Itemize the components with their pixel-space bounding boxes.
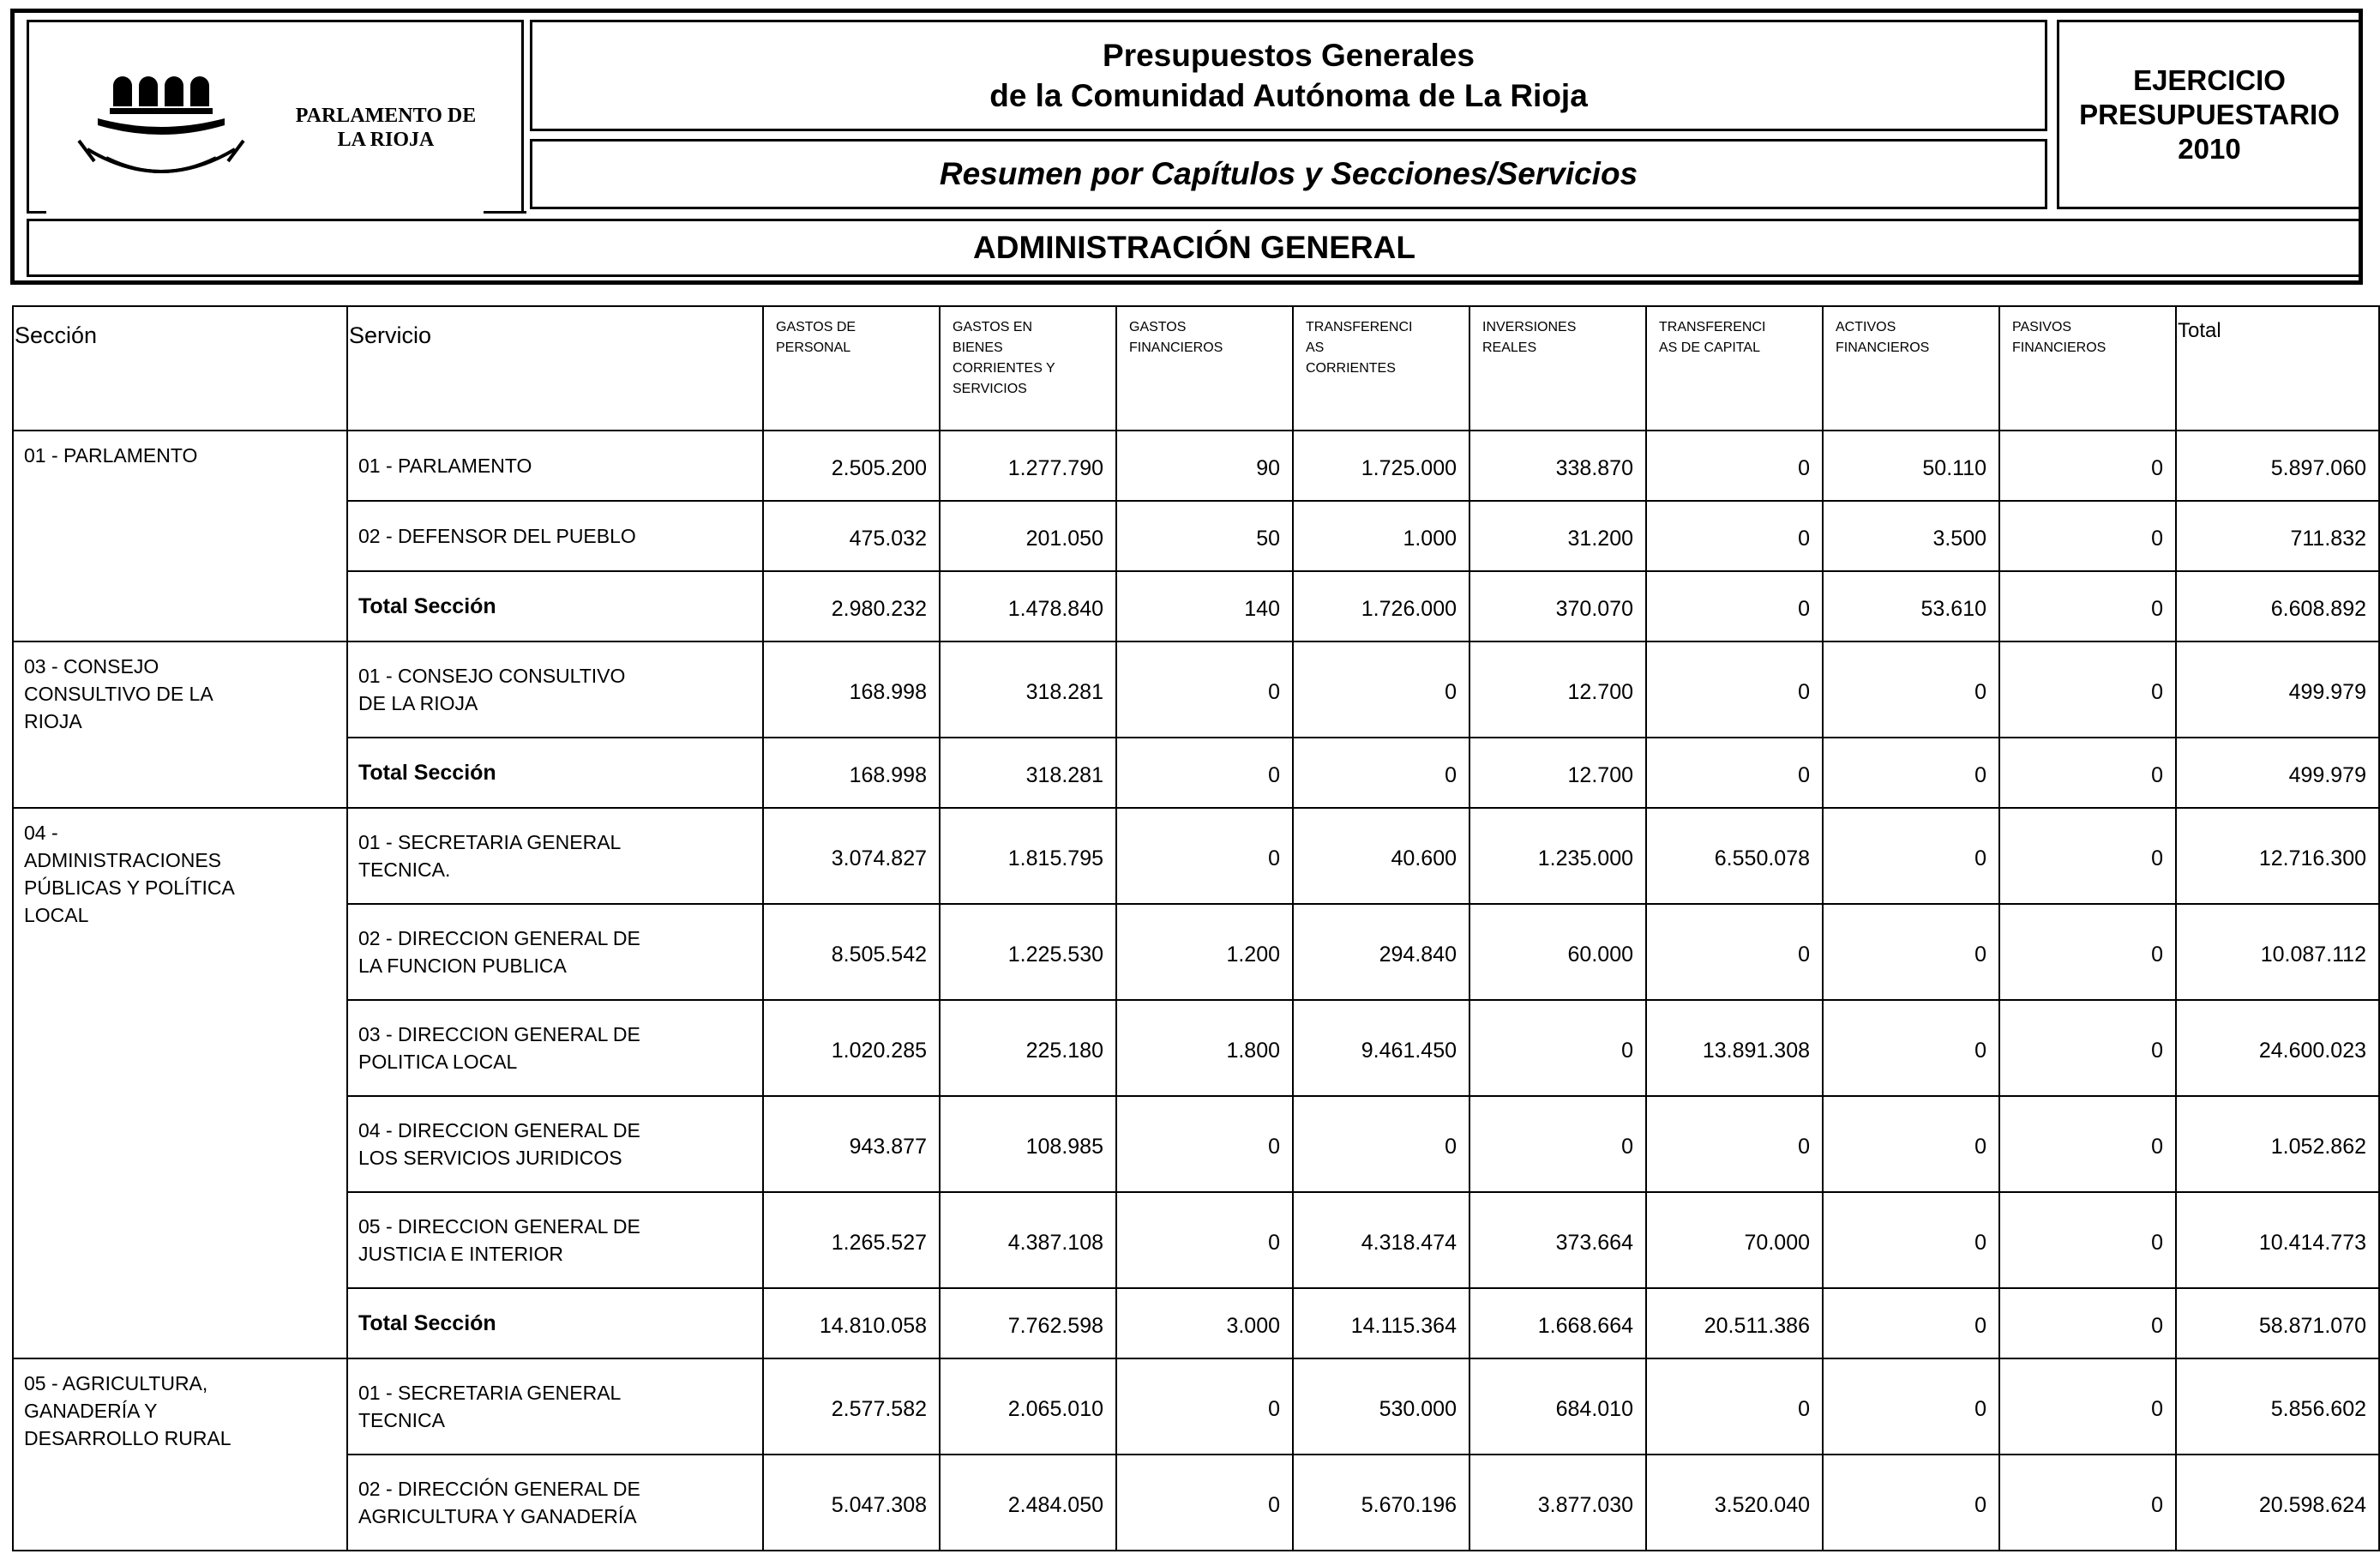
column-header-chapter-7: ACTIVOS FINANCIEROS [1823, 306, 1999, 431]
amount-cell: 2.577.582 [763, 1358, 940, 1455]
table-row [13, 1096, 2379, 1192]
table-row [13, 1000, 2379, 1096]
amount-cell: 2.980.232 [763, 571, 940, 641]
service-label: Total Sección [358, 761, 496, 785]
service-name [347, 501, 763, 571]
amount-cell: 6.550.078 [1646, 808, 1823, 904]
amount-cell: 943.877 [763, 1096, 940, 1192]
table-header-row [13, 306, 2379, 431]
amount-cell: 1.726.000 [1293, 571, 1469, 641]
section-total-label [347, 738, 763, 808]
amount-cell: 0 [1999, 1000, 2176, 1096]
row-total-cell: 499.979 [2176, 641, 2379, 738]
amount-cell: 0 [1999, 738, 2176, 808]
amount-cell: 0 [1646, 641, 1823, 738]
service-label: 01 - SECRETARIA GENERAL TECNICA. [358, 831, 622, 881]
service-name [347, 1455, 763, 1551]
report-subtitle: Resumen por Capítulos y Secciones/Servicios [530, 139, 2047, 209]
amount-cell: 168.998 [763, 738, 940, 808]
amount-cell: 475.032 [763, 501, 940, 571]
amount-cell: 0 [1469, 1000, 1646, 1096]
amount-cell: 318.281 [940, 641, 1116, 738]
title-line-2: de la Comunidad Autónoma de La Rioja [989, 78, 1588, 113]
amount-cell: 3.000 [1116, 1288, 1293, 1358]
amount-cell: 0 [1823, 1455, 1999, 1551]
amount-cell: 0 [1999, 904, 2176, 1000]
service-name [347, 1000, 763, 1096]
row-total-cell: 499.979 [2176, 738, 2379, 808]
amount-cell: 0 [1823, 738, 1999, 808]
amount-cell: 20.511.386 [1646, 1288, 1823, 1358]
amount-cell: 0 [1116, 1192, 1293, 1288]
amount-cell: 70.000 [1646, 1192, 1823, 1288]
table-row [13, 904, 2379, 1000]
column-header-chapter-6: TRANSFERENCI AS DE CAPITAL [1646, 306, 1823, 431]
budget-body [13, 431, 2379, 1551]
amount-cell: 13.891.308 [1646, 1000, 1823, 1096]
amount-cell: 0 [1116, 641, 1293, 738]
table-row [13, 431, 2379, 501]
amount-cell: 1.235.000 [1469, 808, 1646, 904]
row-total-cell: 711.832 [2176, 501, 2379, 571]
service-name [347, 1096, 763, 1192]
amount-cell: 12.700 [1469, 641, 1646, 738]
section-name: 05 - AGRICULTURA, GANADERÍA Y DESARROLLO RURAL [13, 1358, 347, 1551]
amount-cell: 370.070 [1469, 571, 1646, 641]
column-header-seccion: Sección [13, 306, 347, 431]
amount-cell: 225.180 [940, 1000, 1116, 1096]
report-header [10, 9, 2363, 285]
amount-cell: 31.200 [1469, 501, 1646, 571]
amount-cell: 3.074.827 [763, 808, 940, 904]
amount-cell: 0 [1823, 1358, 1999, 1455]
row-total-cell: 20.598.624 [2176, 1455, 2379, 1551]
row-total-cell: 5.897.060 [2176, 431, 2379, 501]
amount-cell: 0 [1999, 808, 2176, 904]
table-row [13, 1455, 2379, 1551]
amount-cell: 140 [1116, 571, 1293, 641]
parliament-logo-icon [72, 65, 278, 194]
amount-cell: 0 [1999, 1358, 2176, 1455]
amount-cell: 0 [1999, 571, 2176, 641]
amount-cell: 0 [1293, 1096, 1469, 1192]
amount-cell: 1.225.530 [940, 904, 1116, 1000]
amount-cell: 1.478.840 [940, 571, 1116, 641]
amount-cell: 0 [1646, 904, 1823, 1000]
service-label: 04 - DIRECCION GENERAL DE LOS SERVICIOS JURIDICOS [358, 1119, 640, 1169]
logo-underline-right [484, 211, 526, 214]
ejercicio-line-1: EJERCICIO [2133, 63, 2286, 96]
table-row [13, 1192, 2379, 1288]
amount-cell: 0 [1116, 1358, 1293, 1455]
amount-cell: 8.505.542 [763, 904, 940, 1000]
section-total-label [347, 1288, 763, 1358]
amount-cell: 60.000 [1469, 904, 1646, 1000]
section-total-label [347, 571, 763, 641]
amount-cell: 3.520.040 [1646, 1455, 1823, 1551]
amount-cell: 0 [1646, 501, 1823, 571]
report-title [530, 20, 2047, 131]
amount-cell: 1.020.285 [763, 1000, 940, 1096]
column-header-chapter-2: GASTOS EN BIENES CORRIENTES Y SERVICIOS [940, 306, 1116, 431]
organization-name [274, 104, 497, 152]
service-name [347, 808, 763, 904]
section-total-row [13, 571, 2379, 641]
amount-cell: 1.725.000 [1293, 431, 1469, 501]
amount-cell: 2.484.050 [940, 1455, 1116, 1551]
amount-cell: 0 [1999, 501, 2176, 571]
amount-cell: 1.277.790 [940, 431, 1116, 501]
table-row [13, 501, 2379, 571]
amount-cell: 0 [1116, 808, 1293, 904]
ejercicio-line-2: PRESUPUESTARIO [2079, 98, 2340, 130]
amount-cell: 0 [1293, 738, 1469, 808]
service-name [347, 641, 763, 738]
column-header-chapter-4: TRANSFERENCI AS CORRIENTES [1293, 306, 1469, 431]
amount-cell: 0 [1646, 431, 1823, 501]
amount-cell: 0 [1823, 904, 1999, 1000]
service-label: 01 - SECRETARIA GENERAL TECNICA [358, 1382, 622, 1431]
amount-cell: 530.000 [1293, 1358, 1469, 1455]
amount-cell: 5.047.308 [763, 1455, 940, 1551]
amount-cell: 53.610 [1823, 571, 1999, 641]
title-line-1: Presupuestos Generales [1103, 38, 1475, 73]
amount-cell: 201.050 [940, 501, 1116, 571]
row-total-cell: 5.856.602 [2176, 1358, 2379, 1455]
service-label: 05 - DIRECCION GENERAL DE JUSTICIA E INTERIOR [358, 1215, 640, 1265]
table-row [13, 808, 2379, 904]
amount-cell: 4.318.474 [1293, 1192, 1469, 1288]
service-label: Total Sección [358, 594, 496, 618]
section-name: 04 - ADMINISTRACIONES PÚBLICAS Y POLÍTICA LOCAL [13, 808, 347, 1358]
service-label: Total Sección [358, 1311, 496, 1335]
amount-cell: 0 [1646, 738, 1823, 808]
table-row [13, 641, 2379, 738]
amount-cell: 1.265.527 [763, 1192, 940, 1288]
column-header-total: Total [2176, 306, 2379, 431]
amount-cell: 4.387.108 [940, 1192, 1116, 1288]
row-total-cell: 10.087.112 [2176, 904, 2379, 1000]
amount-cell: 0 [1999, 641, 2176, 738]
section-name: 01 - PARLAMENTO [13, 431, 347, 641]
amount-cell: 14.810.058 [763, 1288, 940, 1358]
fiscal-year-panel [2057, 20, 2362, 209]
table-row [13, 1358, 2379, 1455]
amount-cell: 0 [1999, 1455, 2176, 1551]
amount-cell: 0 [1116, 1096, 1293, 1192]
amount-cell: 0 [1823, 1000, 1999, 1096]
amount-cell: 0 [1823, 1096, 1999, 1192]
org-line-2: LA RIOJA [337, 129, 435, 151]
column-header-chapter-5: INVERSIONES REALES [1469, 306, 1646, 431]
amount-cell: 40.600 [1293, 808, 1469, 904]
service-label: 01 - PARLAMENTO [358, 455, 532, 477]
amount-cell: 294.840 [1293, 904, 1469, 1000]
row-total-cell: 10.414.773 [2176, 1192, 2379, 1288]
amount-cell: 12.700 [1469, 738, 1646, 808]
amount-cell: 0 [1999, 1288, 2176, 1358]
service-name [347, 431, 763, 501]
service-label: 02 - DEFENSOR DEL PUEBLO [358, 525, 636, 547]
amount-cell: 50.110 [1823, 431, 1999, 501]
column-header-servicio: Servicio [347, 306, 763, 431]
service-label: 02 - DIRECCIÓN GENERAL DE AGRICULTURA Y GANADERÍA [358, 1478, 640, 1527]
amount-cell: 2.065.010 [940, 1358, 1116, 1455]
amount-cell: 338.870 [1469, 431, 1646, 501]
service-name [347, 904, 763, 1000]
amount-cell: 3.500 [1823, 501, 1999, 571]
amount-cell: 0 [1999, 1192, 2176, 1288]
budget-table [12, 305, 2380, 1551]
amount-cell: 50 [1116, 501, 1293, 571]
org-line-1: PARLAMENTO DE [295, 105, 477, 127]
section-total-row [13, 1288, 2379, 1358]
column-header-chapter-3: GASTOS FINANCIEROS [1116, 306, 1293, 431]
amount-cell: 0 [1823, 808, 1999, 904]
amount-cell: 373.664 [1469, 1192, 1646, 1288]
amount-cell: 2.505.200 [763, 431, 940, 501]
amount-cell: 318.281 [940, 738, 1116, 808]
service-label: 03 - DIRECCION GENERAL DE POLITICA LOCAL [358, 1023, 640, 1073]
amount-cell: 0 [1116, 1455, 1293, 1551]
section-name: 03 - CONSEJO CONSULTIVO DE LA RIOJA [13, 641, 347, 808]
amount-cell: 0 [1823, 1288, 1999, 1358]
amount-cell: 0 [1823, 1192, 1999, 1288]
amount-cell: 684.010 [1469, 1358, 1646, 1455]
row-total-cell: 58.871.070 [2176, 1288, 2379, 1358]
amount-cell: 0 [1999, 1096, 2176, 1192]
column-header-chapter-8: PASIVOS FINANCIEROS [1999, 306, 2176, 431]
amount-cell: 1.000 [1293, 501, 1469, 571]
amount-cell: 9.461.450 [1293, 1000, 1469, 1096]
row-total-cell: 12.716.300 [2176, 808, 2379, 904]
service-label: 02 - DIRECCION GENERAL DE LA FUNCION PUBLICA [358, 927, 640, 977]
amount-cell: 0 [1646, 571, 1823, 641]
amount-cell: 3.877.030 [1469, 1455, 1646, 1551]
amount-cell: 14.115.364 [1293, 1288, 1469, 1358]
amount-cell: 0 [1116, 738, 1293, 808]
amount-cell: 168.998 [763, 641, 940, 738]
amount-cell: 1.815.795 [940, 808, 1116, 904]
amount-cell: 0 [1646, 1096, 1823, 1192]
row-total-cell: 1.052.862 [2176, 1096, 2379, 1192]
amount-cell: 5.670.196 [1293, 1455, 1469, 1551]
row-total-cell: 24.600.023 [2176, 1000, 2379, 1096]
column-header-chapter-1: GASTOS DE PERSONAL [763, 306, 940, 431]
section-total-row [13, 738, 2379, 808]
amount-cell: 108.985 [940, 1096, 1116, 1192]
logo-underline-left [29, 211, 46, 214]
amount-cell: 0 [1646, 1358, 1823, 1455]
service-name [347, 1192, 763, 1288]
amount-cell: 0 [1469, 1096, 1646, 1192]
amount-cell: 1.668.664 [1469, 1288, 1646, 1358]
amount-cell: 0 [1293, 641, 1469, 738]
logo-panel [27, 20, 524, 214]
row-total-cell: 6.608.892 [2176, 571, 2379, 641]
administration-band: ADMINISTRACIÓN GENERAL [27, 219, 2362, 277]
amount-cell: 0 [1999, 431, 2176, 501]
amount-cell: 1.800 [1116, 1000, 1293, 1096]
amount-cell: 0 [1823, 641, 1999, 738]
amount-cell: 90 [1116, 431, 1293, 501]
service-label: 01 - CONSEJO CONSULTIVO DE LA RIOJA [358, 665, 626, 714]
amount-cell: 7.762.598 [940, 1288, 1116, 1358]
fiscal-year: 2010 [2178, 132, 2241, 165]
service-name [347, 1358, 763, 1455]
amount-cell: 1.200 [1116, 904, 1293, 1000]
